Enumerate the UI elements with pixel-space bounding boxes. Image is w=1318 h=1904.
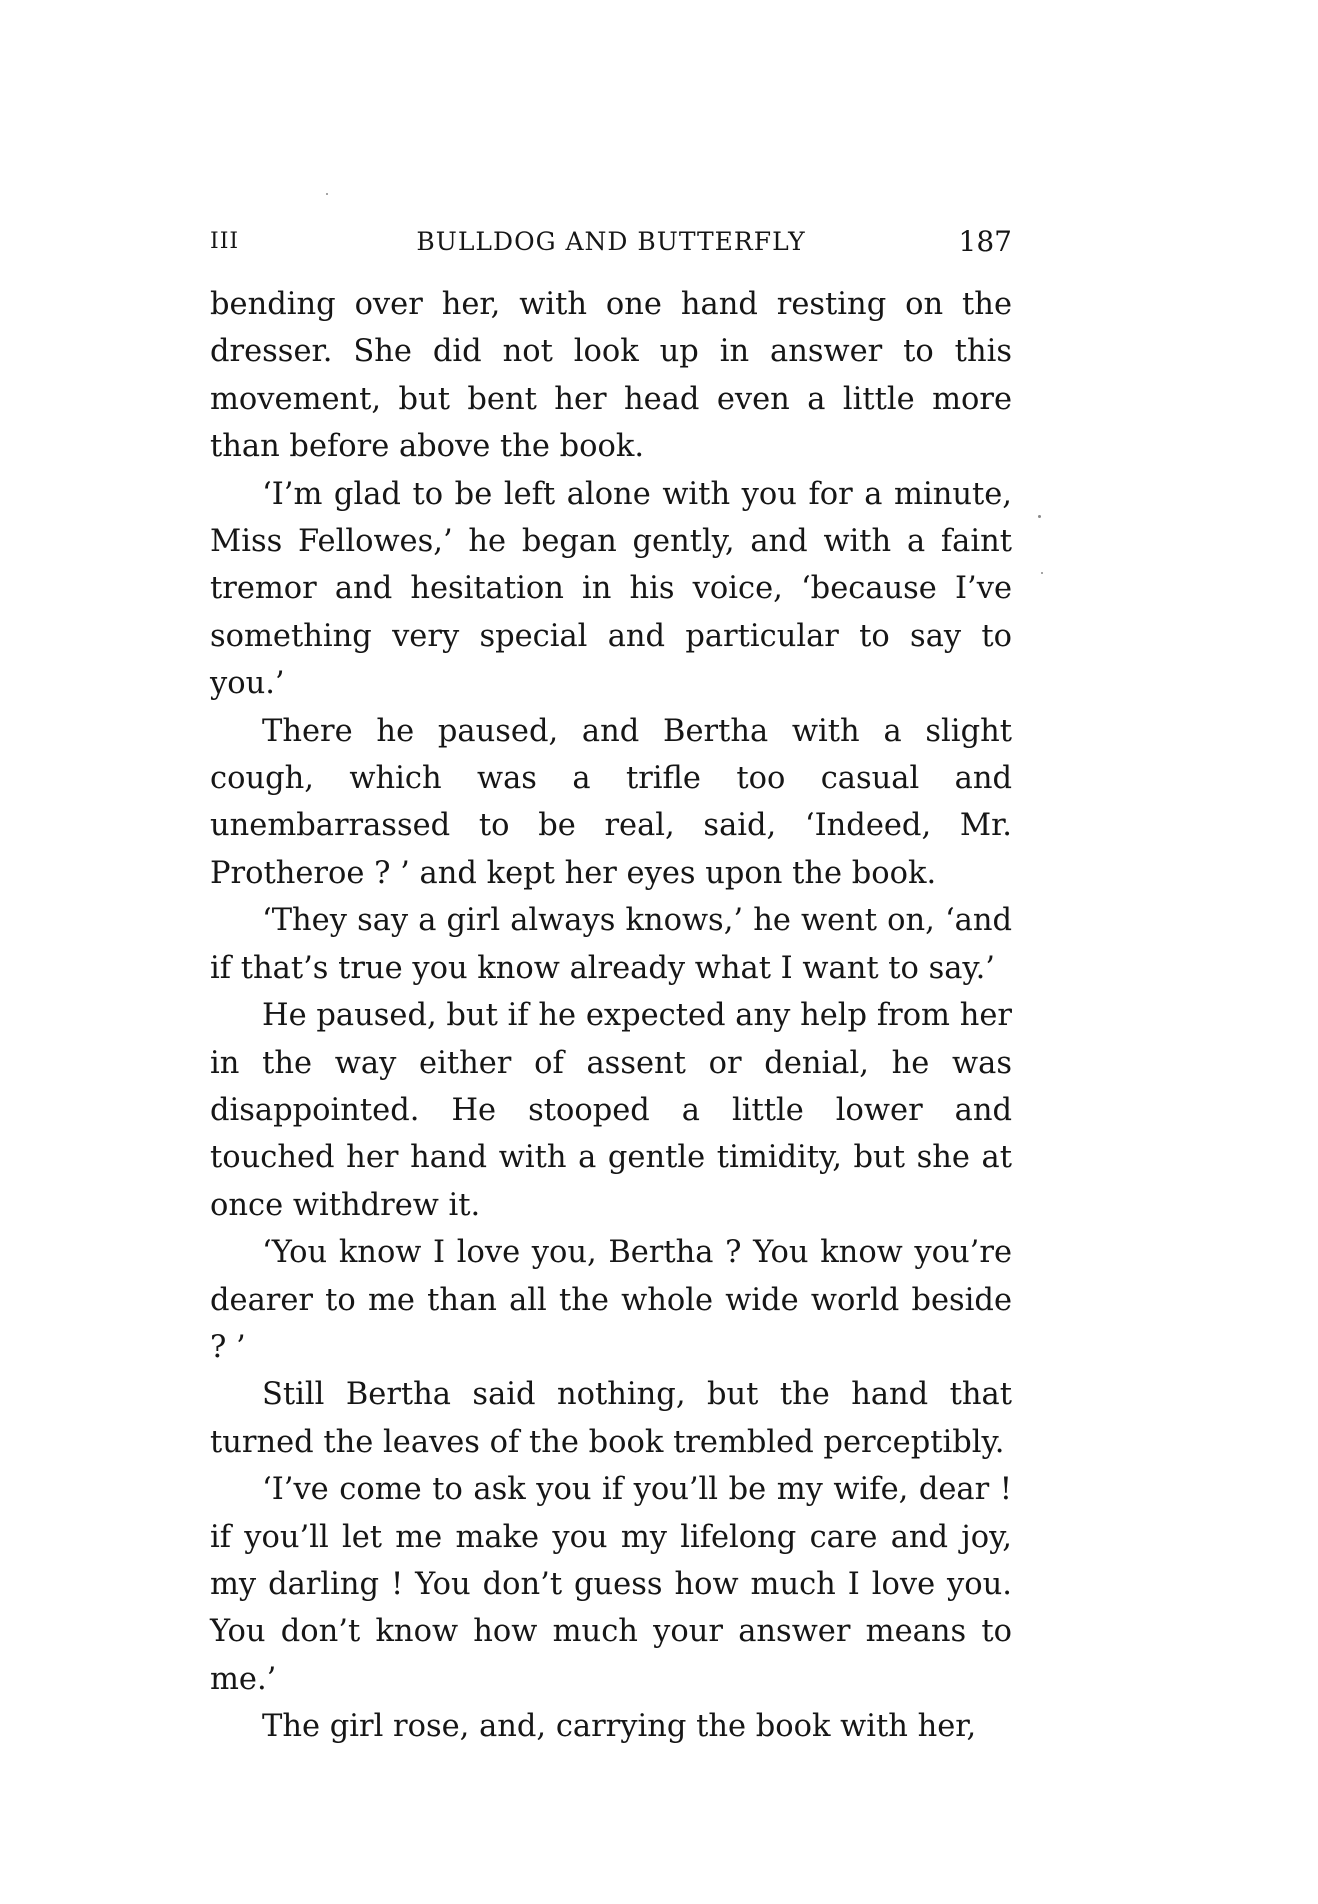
running-title: BULLDOG AND BUTTERFLY <box>416 227 806 256</box>
running-header <box>210 222 1012 262</box>
paragraph: ‘They say a girl always knows,’ he went on, ‘and if that’s true you know already what I want to say.’ <box>210 903 1012 986</box>
body-text <box>210 281 1012 1751</box>
print-speck <box>1038 515 1041 518</box>
paragraph: ‘You know I love you, Bertha ? You know you’re dearer to me than all the whole wide world beside ? ’ <box>210 1235 1012 1365</box>
paragraph: There he paused, and Bertha with a slight cough, which was a trifle too casual and unembarrassed to be real, said, ‘Indeed, Mr. Protheroe ? ’ and kept her eyes upon the book. <box>210 713 1012 891</box>
paragraph: ‘I’m glad to be left alone with you for a minute, Miss Fellowes,’ he began gently, and with a faint tremor and hesitation in his voice, ‘because I’ve something very special and particular to say to you.’ <box>210 476 1012 702</box>
print-speck <box>1041 572 1043 574</box>
paragraph: bending over her, with one hand resting on the dresser. She did not look up in answer to this movement, but bent her head even a little more than before above the book. <box>210 287 1012 465</box>
paragraph: ‘I’ve come to ask you if you’ll be my wife, dear ! if you’ll let me make you my lifelong care and joy, my darling ! You don’t guess how much I love you. You don’t know how much your answer means to me.’ <box>210 1472 1012 1697</box>
chapter-number: III <box>210 229 240 254</box>
page-number: 187 <box>958 225 1012 258</box>
paragraph: The girl rose, and, carrying the book with her, <box>262 1709 977 1745</box>
print-speck <box>326 193 328 195</box>
paragraph: He paused, but if he expected any help from her in the way either of assent or denial, he was disappointed. He stooped a little lower and touched her hand with a gentle timidity, but she at once withdrew it. <box>210 998 1012 1223</box>
paragraph: Still Bertha said nothing, but the hand that turned the leaves of the book trembled perceptibly. <box>210 1377 1012 1460</box>
